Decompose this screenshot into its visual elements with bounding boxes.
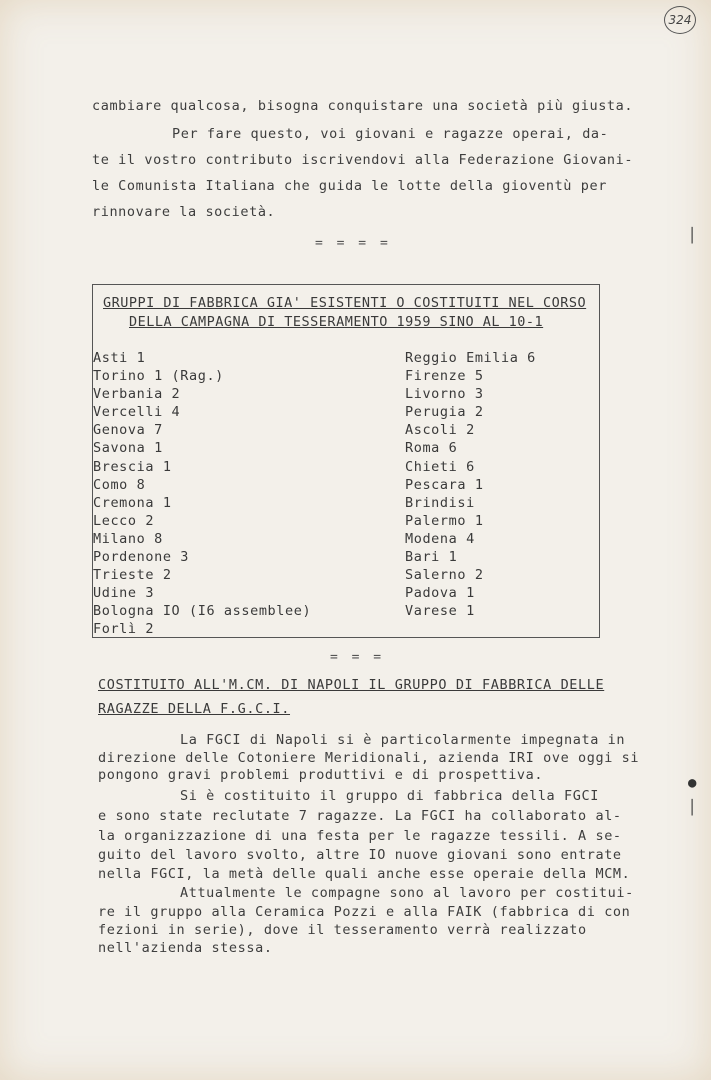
city-entry: Pordenone 3	[93, 549, 190, 566]
separator: = = = =	[315, 236, 391, 251]
city-entry: Varese 1	[405, 603, 475, 620]
body-line: re il gruppo alla Ceramica Pozzi e alla FAIK (fabbrica di con	[98, 904, 631, 920]
city-entry: Udine 3	[93, 585, 155, 602]
intro-line: te il vostro contributo iscrivendovi alla Federazione Giovani-	[92, 152, 634, 168]
intro-line: rinnovare la società.	[92, 204, 276, 220]
city-entry: Palermo 1	[405, 512, 484, 529]
body-line: Si è costituito il gruppo di fabbrica della FGCI	[180, 788, 599, 804]
city-entry: Milano 8	[93, 530, 163, 547]
city-entry: Lecco 2	[93, 512, 155, 529]
box-title-line: GRUPPI DI FABBRICA GIA' ESISTENTI O COSTITUITI NEL CORSO	[103, 295, 587, 311]
city-entry: Torino 1 (Rag.)	[93, 368, 224, 385]
city-entry: Vercelli 4	[93, 404, 181, 421]
section-heading-line: COSTITUITO ALL'M.CM. DI NAPOLI IL GRUPPO DI FABBRICA DELLE	[98, 677, 605, 693]
city-entry: Reggio Emilia 6	[405, 350, 536, 366]
city-entry: Asti 1	[93, 350, 146, 366]
city-entry: Bologna IO (I6 assemblee)	[93, 603, 312, 620]
factory-groups-box	[92, 284, 600, 638]
margin-mark-icon: ●	[688, 775, 697, 791]
city-entry: Genova 7	[93, 422, 163, 439]
city-entry: Bari 1	[405, 549, 458, 566]
intro-line: Per fare questo, voi giovani e ragazze operai, da-	[172, 126, 609, 142]
body-line: pongono gravi problemi produttivi e di prospettiva.	[98, 767, 544, 783]
city-entry: Firenze 5	[405, 368, 484, 385]
section-heading-line: RAGAZZE DELLA F.G.C.I.	[98, 701, 291, 717]
city-entry: Brindisi	[405, 494, 475, 511]
body-line: la organizzazione di una festa per le ragazze tessili. A se-	[98, 828, 622, 844]
body-line: e sono state reclutate 7 ragazze. La FGCI ha collaborato al-	[98, 808, 622, 824]
box-title-line: DELLA CAMPAGNA DI TESSERAMENTO 1959 SINO AL 10-1	[129, 314, 544, 330]
city-entry: Perugia 2	[405, 404, 484, 421]
city-entry: Padova 1	[405, 585, 475, 602]
body-line: La FGCI di Napoli si è particolarmente impegnata in	[180, 732, 626, 748]
city-entry: Brescia 1	[93, 458, 172, 475]
separator: = = =	[330, 650, 385, 665]
body-line: Attualmente le compagne sono al lavoro per costitui-	[180, 885, 634, 901]
city-entry: Modena 4	[405, 530, 475, 547]
city-entry: Trieste 2	[93, 567, 172, 584]
city-entry: Chieti 6	[405, 458, 475, 475]
intro-line: cambiare qualcosa, bisogna conquistare una società più giusta.	[92, 98, 634, 114]
city-entry: Ascoli 2	[405, 422, 475, 439]
city-entry: Savona 1	[93, 440, 163, 457]
intro-line: le Comunista Italiana che guida le lotte della gioventù per	[92, 178, 607, 194]
margin-mark-icon: │	[688, 228, 697, 244]
body-line: guito del lavoro svolto, altre IO nuove giovani sono entrate	[98, 847, 622, 863]
body-line: nella FGCI, la metà delle quali anche esse operaie della MCM.	[98, 866, 631, 882]
right-city-list	[405, 349, 536, 620]
body-line: fezioni in serie), dove il tesseramento verrà realizzato	[98, 922, 587, 938]
city-entry: Cremona 1	[93, 494, 172, 511]
left-city-list	[93, 349, 311, 639]
body-line: nell'azienda stessa.	[98, 940, 273, 956]
city-entry: Roma 6	[405, 440, 458, 457]
page-number-stamp: 324	[664, 6, 696, 34]
city-entry: Pescara 1	[405, 476, 484, 493]
margin-mark-icon: │	[688, 800, 697, 816]
body-line: direzione delle Cotoniere Meridionali, azienda IRI ove oggi si	[98, 750, 640, 766]
city-entry: Como 8	[93, 476, 146, 493]
city-entry: Salerno 2	[405, 567, 484, 584]
city-entry: Livorno 3	[405, 386, 484, 403]
city-entry: Verbania 2	[93, 386, 181, 403]
city-entry: Forlì 2	[93, 621, 155, 638]
